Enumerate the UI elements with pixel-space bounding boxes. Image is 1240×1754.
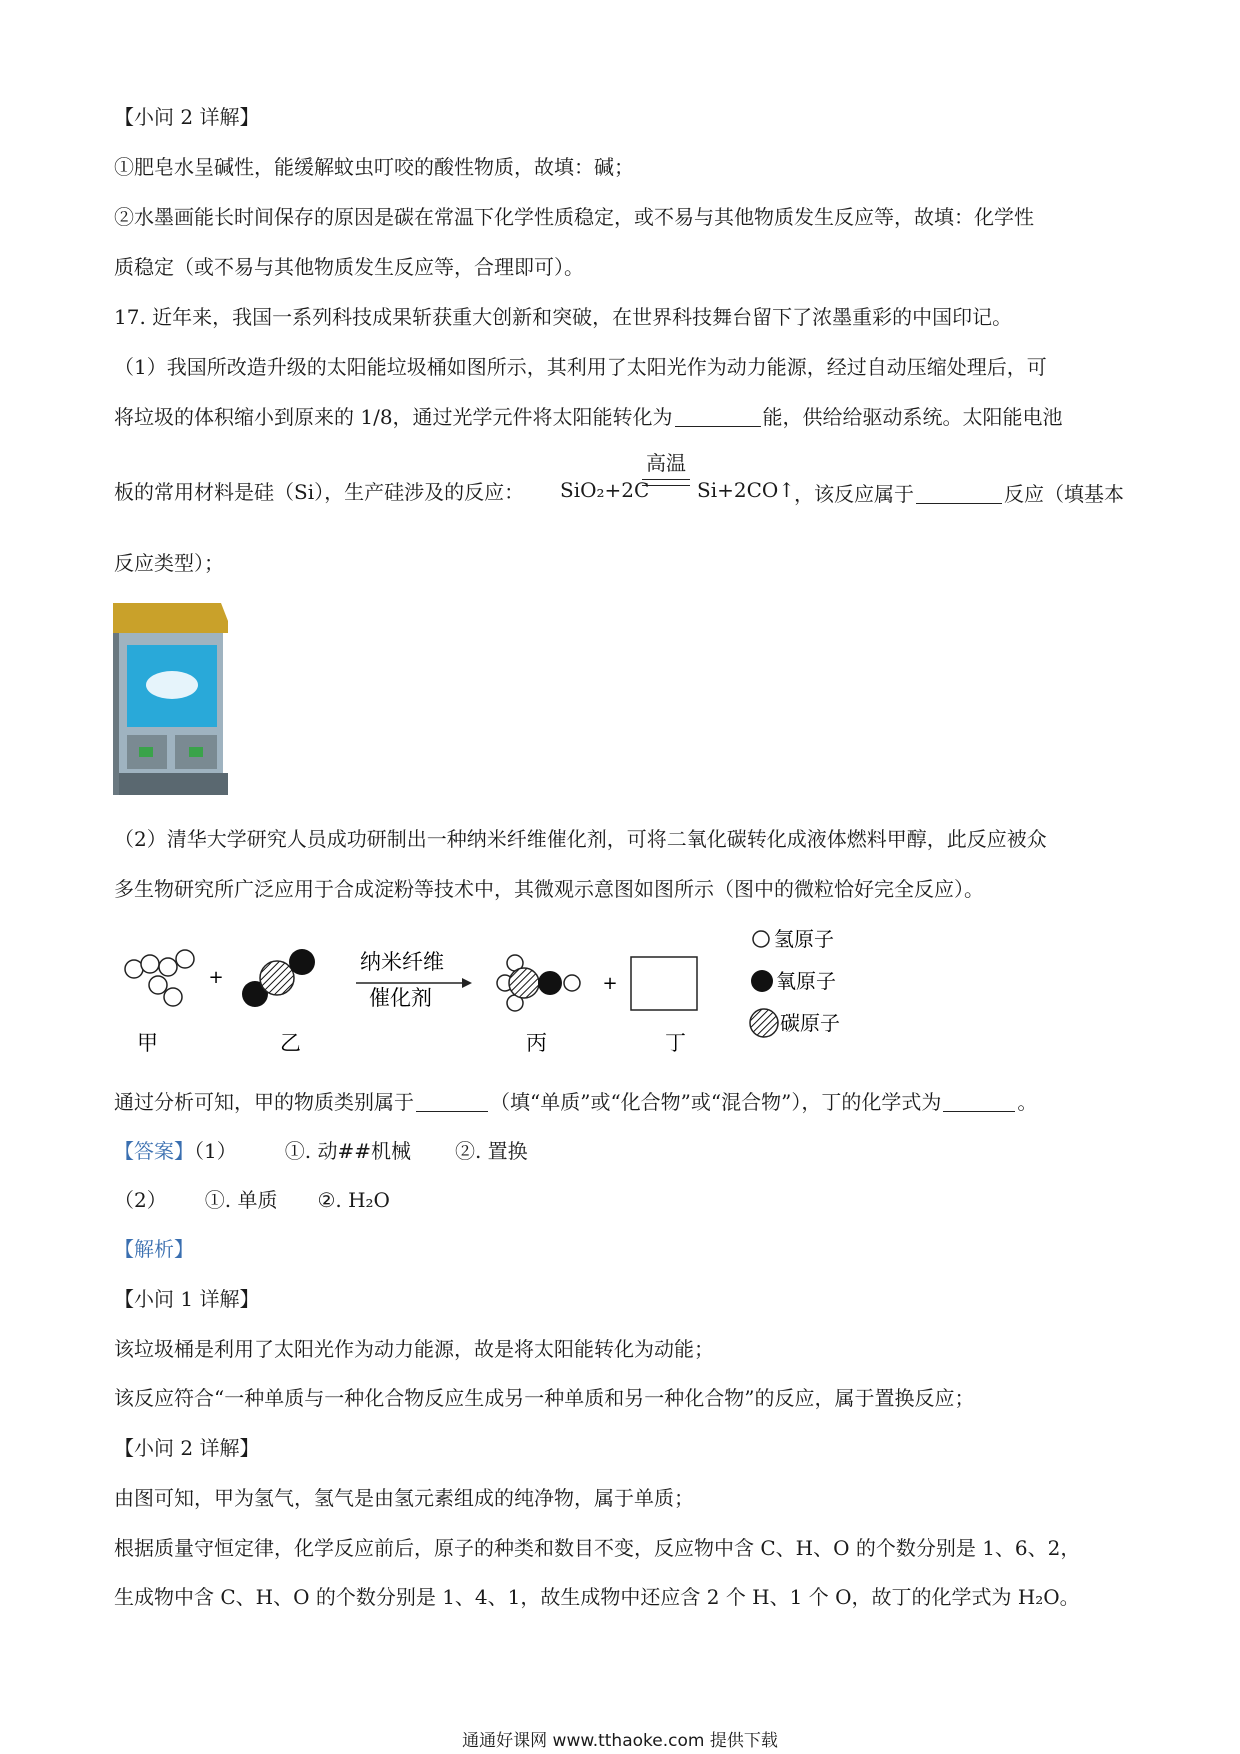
legend-hydrogen-label: 氢原子 [774, 927, 834, 951]
label-ding: 丁 [665, 1031, 686, 1055]
answer-option: ②. H₂O [317, 1188, 390, 1212]
product-ding-box [631, 957, 697, 1010]
text-line: 质稳定（或不易与其他物质发生反应等，合理即可）。 [114, 255, 584, 279]
text-segment: 将垃圾的体积缩小到原来的 1/8，通过光学元件将太阳能转化为 [114, 405, 673, 429]
text-line: 该反应符合“一种单质与一种化合物反应生成另一种单质和另一种化合物”的反应，属于置换反应； [114, 1386, 975, 1410]
question-17-stem: 17. 近年来，我国一系列科技成果斩获重大创新和突破，在世界科技舞台留下了浓墨重彩的中国印记。 [114, 305, 1013, 329]
answer-blank[interactable] [916, 483, 1002, 504]
answer-part: （1） [194, 1139, 237, 1163]
bin-label [139, 747, 153, 757]
subquestion-2-heading: 【小问 2 详解】 [114, 1436, 260, 1460]
bin-label [189, 747, 203, 757]
plus-sign: + [602, 973, 618, 994]
text-segment: 。 [1017, 1090, 1038, 1114]
text-line: 根据质量守恒定律，化学反应前后，原子的种类和数目不变，反应物中含 C、H、O 的个数分别是 1、6、2， [114, 1536, 1081, 1560]
equation-condition: 高温 [646, 451, 686, 475]
text-line: 该垃圾桶是利用了太阳光作为动力能源，故是将太阳能转化为动能； [114, 1337, 714, 1361]
answer-blank[interactable] [675, 406, 761, 427]
answer-option: ①. 单质 [204, 1188, 278, 1212]
equation-lhs: SiO₂+2C [560, 478, 650, 502]
label-jia: 甲 [137, 1031, 158, 1055]
reaction-diagram [110, 925, 890, 1065]
text-line [114, 403, 1063, 431]
text-segment: 能，供给给驱动系统。太阳能电池 [762, 405, 1063, 429]
hydrogen-atom-icon [753, 931, 769, 947]
screen-logo [146, 671, 198, 699]
legend-carbon-label: 碳原子 [780, 1011, 840, 1035]
label-bing: 丙 [526, 1031, 547, 1055]
answer-line-1 [114, 1137, 528, 1165]
plus-sign: + [208, 967, 224, 988]
text-line [114, 1088, 1037, 1116]
text-segment: 反应（填基本 [1004, 482, 1124, 506]
answer-line-2 [114, 1186, 390, 1214]
answer-option: ①. 动##机械 [284, 1139, 411, 1163]
text-line: ②水墨画能长时间保存的原因是碳在常温下化学性质稳定，或不易与其他物质发生反应等，故填：化学性 [114, 205, 1034, 229]
text-segment: （填“单质”或“化合物”或“混合物”），丁的化学式为 [490, 1090, 942, 1114]
methanol-molecule-bing [497, 955, 580, 1011]
equation-double-line [642, 479, 690, 486]
bin-roof [113, 603, 228, 633]
oxygen-atom-icon [751, 970, 773, 992]
text-line: 生成物中含 C、H、O 的个数分别是 1、4、1，故生成物中还应含 2 个 H、1 个 O，故丁的化学式为 H₂O。 [114, 1585, 1080, 1609]
text-line: 板的常用材料是硅（Si），生产硅涉及的反应： [114, 480, 525, 504]
answer-option: ②. 置换 [454, 1139, 528, 1163]
question-17-part-2: （2）清华大学研究人员成功研制出一种纳米纤维催化剂，可将二氧化碳转化成液体燃料甲醇，此反应被众 [114, 827, 1047, 851]
arrow-label-bottom: 催化剂 [369, 986, 432, 1010]
bin-side [113, 633, 119, 795]
co2-molecule-yi [242, 949, 315, 1007]
subquestion-2-heading: 【小问 2 详解】 [114, 105, 260, 129]
arrow-head [462, 978, 472, 988]
carbon-atom-icon [750, 1009, 778, 1037]
text-segment: 通过分析可知，甲的物质类别属于 [114, 1090, 414, 1114]
subquestion-1-heading: 【小问 1 详解】 [114, 1287, 260, 1311]
equation-rhs: Si+2CO↑ [697, 478, 796, 502]
answer-blank[interactable] [416, 1091, 488, 1112]
text-line [794, 478, 1124, 507]
text-line: ①肥皂水呈碱性，能缓解蚊虫叮咬的酸性物质，故填：碱； [114, 155, 634, 179]
text-segment: ，该反应属于 [794, 482, 914, 506]
legend-oxygen-label: 氧原子 [776, 969, 836, 993]
text-line: 由图可知，甲为氢气，氢气是由氢元素组成的纯净物，属于单质； [114, 1486, 694, 1510]
answer-part: （2） [114, 1188, 167, 1212]
legend [750, 927, 840, 1037]
text-line: 反应类型）； [114, 551, 224, 575]
solar-trash-bin-image [113, 603, 228, 795]
label-yi: 乙 [280, 1031, 301, 1055]
bin-base [113, 773, 228, 795]
arrow-label-top: 纳米纤维 [360, 950, 444, 974]
page-footer: 通通好课网 www.tthaoke.com 提供下载 [462, 1731, 778, 1751]
answer-label: 【答案】 [114, 1139, 194, 1163]
answer-blank[interactable] [943, 1091, 1015, 1112]
analysis-label: 【解析】 [114, 1237, 194, 1261]
question-17-part-1: （1）我国所改造升级的太阳能垃圾桶如图所示，其利用了太阳光作为动力能源，经过自动压缩处理后，可 [114, 355, 1047, 379]
text-line: 多生物研究所广泛应用于合成淀粉等技术中，其微观示意图如图所示（图中的微粒恰好完全反应）。 [114, 877, 984, 901]
hydrogen-molecules-jia [125, 950, 194, 1006]
